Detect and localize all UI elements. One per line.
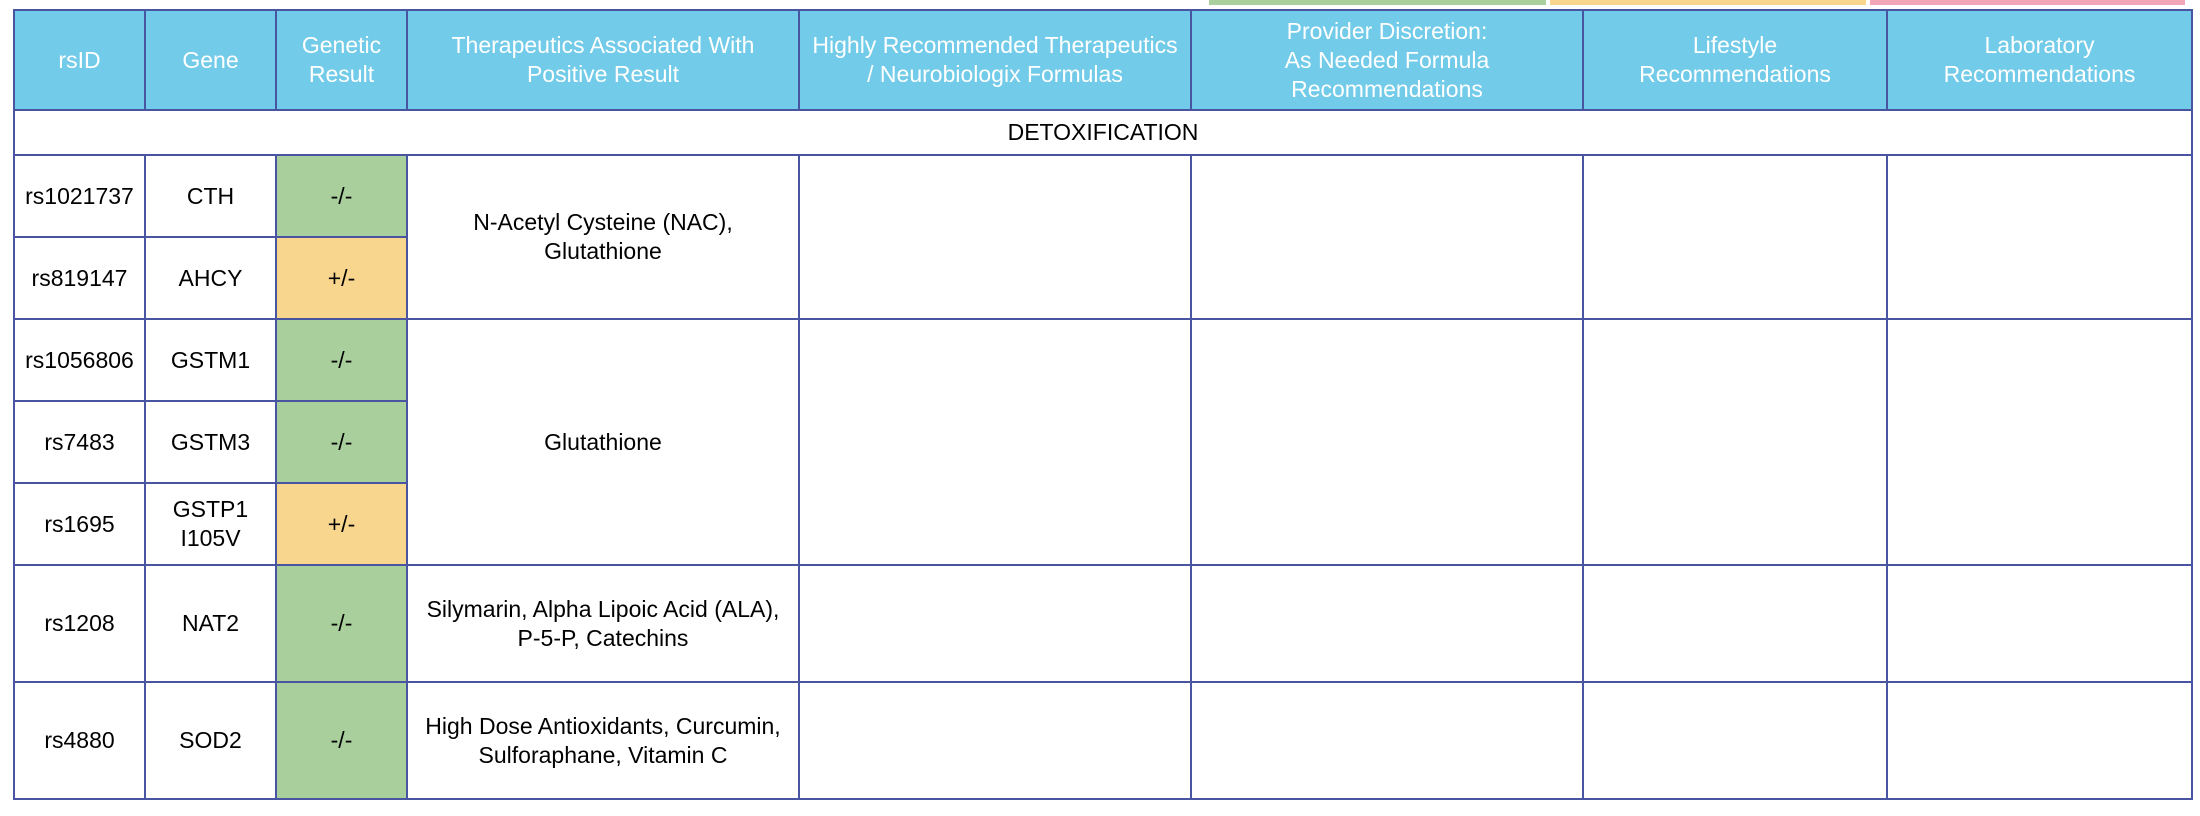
rsid-cell: rs1208 (14, 565, 145, 682)
lifestyle-cell (1583, 565, 1887, 682)
result-cell: -/- (276, 155, 407, 237)
result-cell: -/- (276, 401, 407, 483)
lifestyle-cell (1583, 682, 1887, 799)
lifestyle-cell (1583, 319, 1887, 565)
laboratory-cell (1887, 319, 2192, 565)
gene-cell: SOD2 (145, 682, 276, 799)
provider-discretion-cell (1191, 565, 1583, 682)
table-row (14, 155, 2192, 237)
gene-cell: GSTM1 (145, 319, 276, 401)
legend-swatch-pink (1870, 0, 2185, 5)
header-highly-recommended: Highly Recommended Therapeutics / Neurobiologix Formulas (799, 10, 1191, 110)
highly-recommended-cell (799, 155, 1191, 319)
laboratory-cell (1887, 155, 2192, 319)
header-associated-therapeutics: Therapeutics Associated With Positive Result (407, 10, 799, 110)
provider-discretion-cell (1191, 319, 1583, 565)
header-gene: Gene (145, 10, 276, 110)
section-title: DETOXIFICATION (14, 110, 2192, 155)
rsid-cell: rs1056806 (14, 319, 145, 401)
gene-cell: GSTM3 (145, 401, 276, 483)
header-rsid: rsID (14, 10, 145, 110)
header-laboratory: Laboratory Recommendations (1887, 10, 2192, 110)
provider-discretion-cell (1191, 682, 1583, 799)
header-row (14, 10, 2192, 110)
legend-swatch-green (1209, 0, 1546, 5)
rsid-cell: rs819147 (14, 237, 145, 319)
highly-recommended-cell (799, 319, 1191, 565)
laboratory-cell (1887, 682, 2192, 799)
highly-recommended-cell (799, 682, 1191, 799)
table-row (14, 319, 2192, 401)
gene-cell: NAT2 (145, 565, 276, 682)
rsid-cell: rs1021737 (14, 155, 145, 237)
lifestyle-cell (1583, 155, 1887, 319)
result-cell: -/- (276, 565, 407, 682)
therapeutics-cell: Silymarin, Alpha Lipoic Acid (ALA), P-5-P, Catechins (407, 565, 799, 682)
rsid-cell: rs1695 (14, 483, 145, 565)
genetic-recommendations-table (13, 9, 2193, 800)
therapeutics-cell: Glutathione (407, 319, 799, 565)
rsid-cell: rs4880 (14, 682, 145, 799)
gene-cell: AHCY (145, 237, 276, 319)
laboratory-cell (1887, 565, 2192, 682)
header-lifestyle: Lifestyle Recommendations (1583, 10, 1887, 110)
header-genetic-result: Genetic Result (276, 10, 407, 110)
table-row (14, 682, 2192, 799)
result-cell: -/- (276, 682, 407, 799)
rsid-cell: rs7483 (14, 401, 145, 483)
therapeutics-cell: High Dose Antioxidants, Curcumin, Sulforaphane, Vitamin C (407, 682, 799, 799)
therapeutics-cell: N-Acetyl Cysteine (NAC), Glutathione (407, 155, 799, 319)
section-row (14, 110, 2192, 155)
gene-cell: GSTP1 I105V (145, 483, 276, 565)
result-cell: +/- (276, 237, 407, 319)
gene-cell: CTH (145, 155, 276, 237)
provider-discretion-cell (1191, 155, 1583, 319)
highly-recommended-cell (799, 565, 1191, 682)
header-provider-discretion: Provider Discretion: As Needed Formula Recommendations (1191, 10, 1583, 110)
legend-swatch-yellow (1550, 0, 1866, 5)
result-cell: +/- (276, 483, 407, 565)
table-row (14, 565, 2192, 682)
result-cell: -/- (276, 319, 407, 401)
